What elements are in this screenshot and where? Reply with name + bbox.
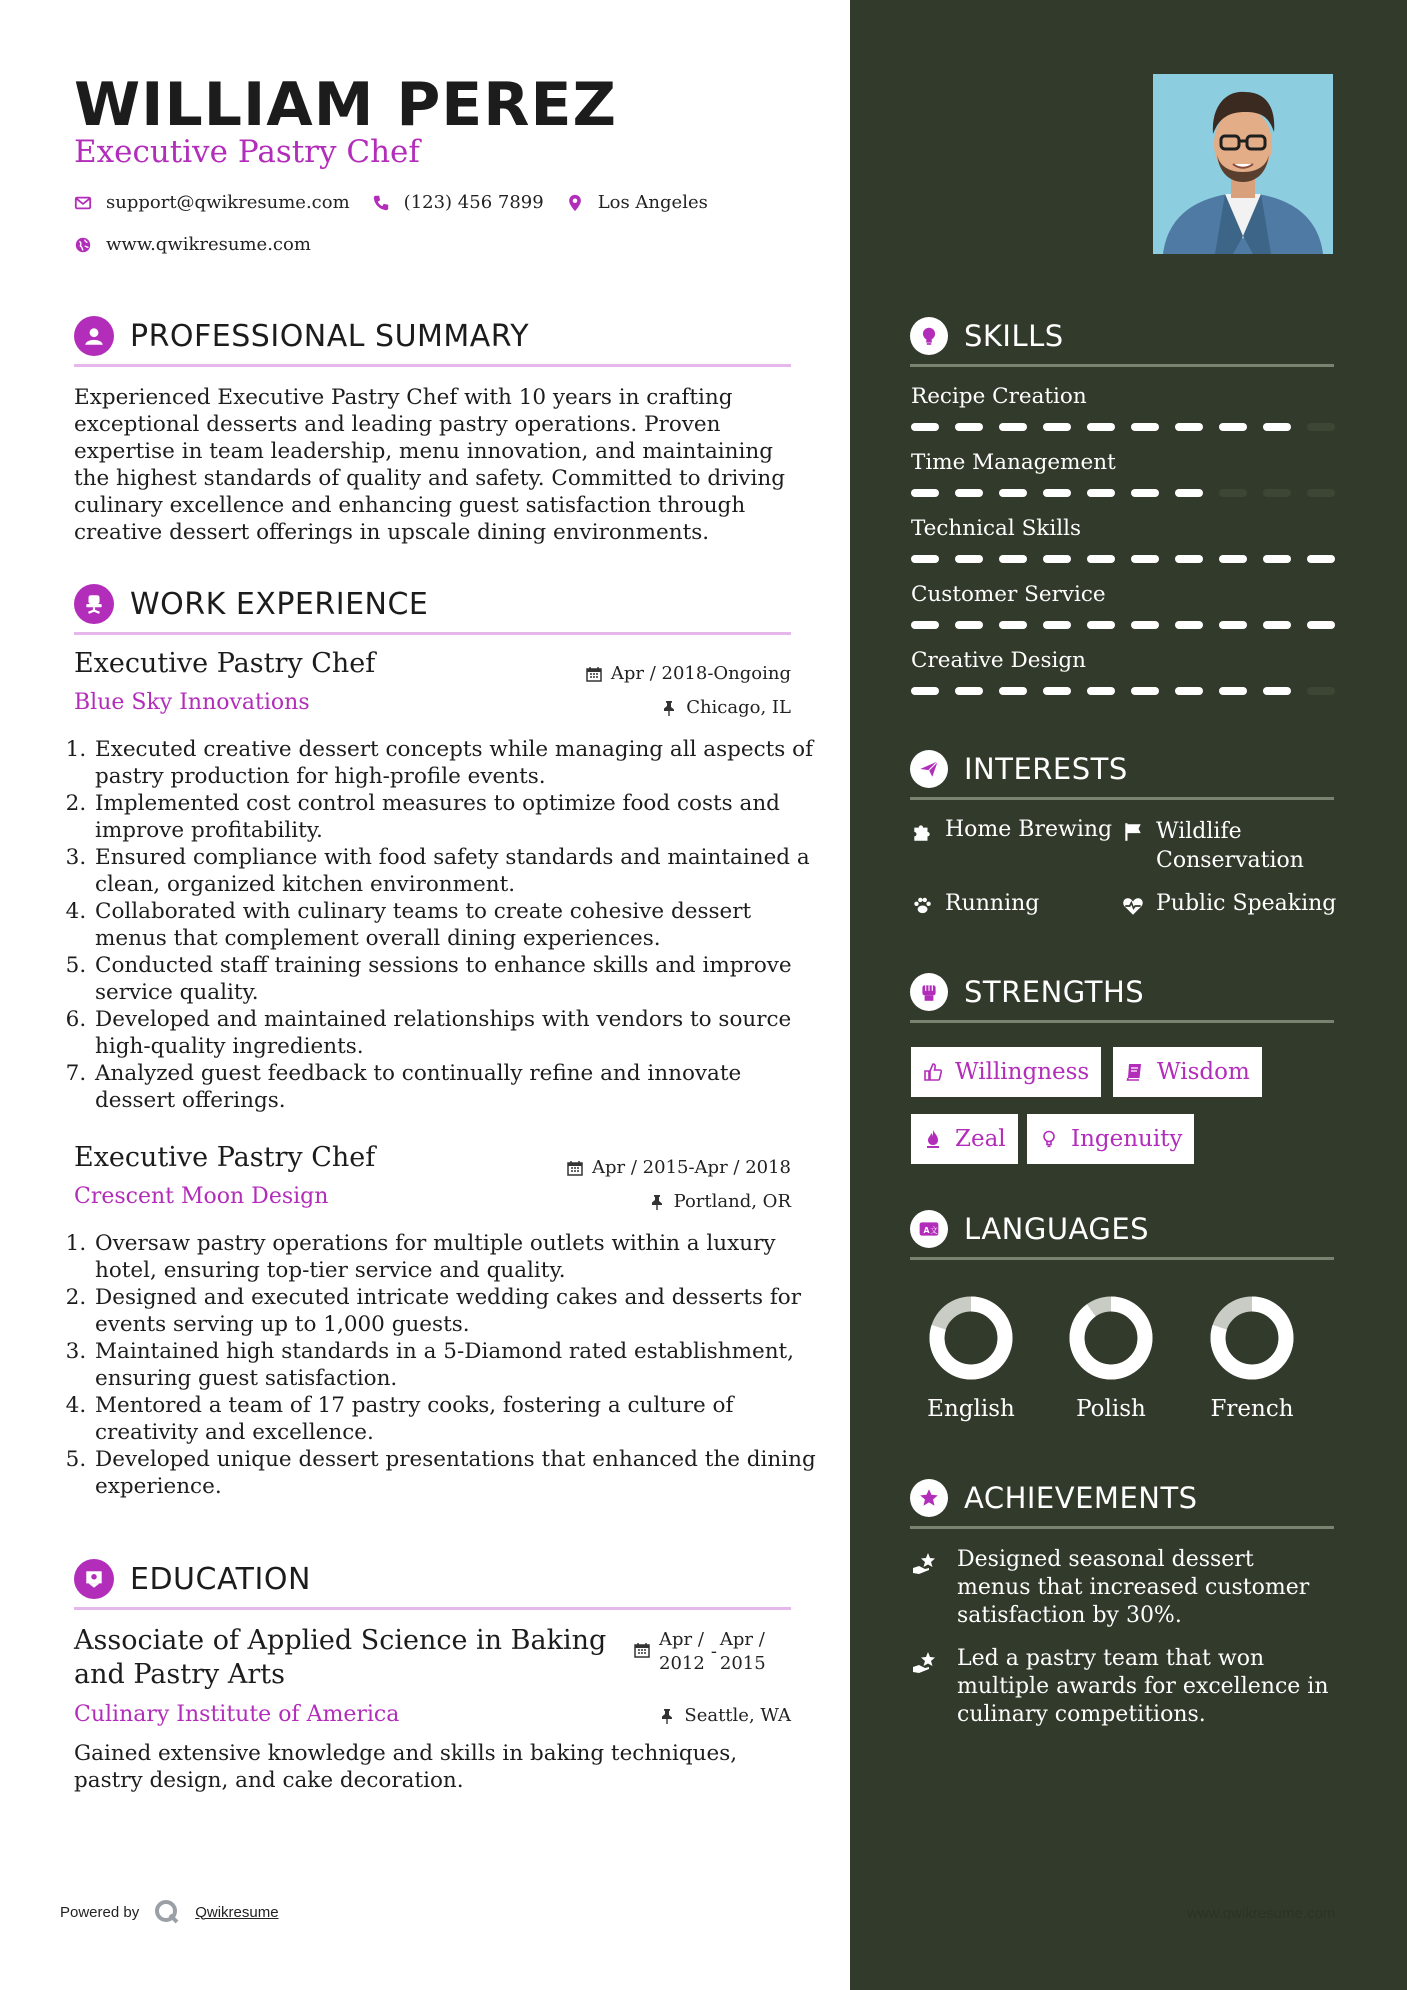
- degree-line-1: Associate of Applied Science in Baking: [74, 1625, 607, 1656]
- skill-level-segment: [999, 555, 1027, 563]
- strength-label: Wisdom: [1157, 1059, 1250, 1085]
- skill-level-segment: [955, 687, 983, 695]
- skill-level-segment: [1263, 555, 1291, 563]
- skill-level-segment: [1087, 621, 1115, 629]
- strengths-section-header: [910, 964, 1334, 1023]
- job-1-company: Blue Sky Innovations: [74, 690, 310, 715]
- skill-level-segment: [1307, 489, 1335, 497]
- list-item: 3. Maintained high standards in a 5-Diamond rated establishment, ensuring guest satisfaction.: [93, 1338, 823, 1392]
- list-item: 5. Developed unique dessert presentations that enhanced the dining experience.: [93, 1446, 823, 1500]
- contact-location: [566, 192, 708, 213]
- strength-ingenuity: [1027, 1114, 1194, 1164]
- skills-heading: SKILLS: [964, 319, 1064, 353]
- edu-start-line-1: Apr /: [659, 1629, 704, 1650]
- job-1-dates: [586, 663, 791, 684]
- skill-level-segment: [1043, 555, 1071, 563]
- languages-heading: LANGUAGES: [964, 1212, 1150, 1246]
- website-text: www.qwikresume.com: [106, 234, 311, 255]
- phone-icon: [372, 194, 390, 212]
- education-location: [659, 1705, 791, 1726]
- contact-email[interactable]: [74, 192, 350, 213]
- lightbulb-icon: [910, 317, 948, 355]
- interests-section-header: [910, 741, 1334, 800]
- powered-by-text: Powered by: [60, 1903, 140, 1921]
- job-1-location: [661, 697, 791, 718]
- skill-level-segment: [1087, 555, 1115, 563]
- job-1-title: Executive Pastry Chef: [74, 648, 376, 679]
- star-hand-icon: [911, 1649, 941, 1679]
- achievement-item: [911, 1546, 1331, 1630]
- skill-level-segment: [955, 489, 983, 497]
- language-french: French: [1210, 1396, 1294, 1422]
- skill-level-segment: [955, 621, 983, 629]
- watermark: www.qwikresume.com: [1187, 1905, 1336, 1922]
- skill-level-bar: [911, 687, 1335, 695]
- skill-level-segment: [1043, 687, 1071, 695]
- skill-level-segment: [955, 423, 983, 431]
- thumbs-up-icon: [923, 1062, 943, 1082]
- job-2-company: Crescent Moon Design: [74, 1184, 329, 1209]
- skill-level-segment: [1219, 687, 1247, 695]
- job-2-dates-text: Apr / 2015-Apr / 2018: [592, 1157, 791, 1178]
- skill-level-segment: [911, 555, 939, 563]
- skill-level-segment: [911, 489, 939, 497]
- skill-level-segment: [1263, 489, 1291, 497]
- skill-level-segment: [1175, 687, 1203, 695]
- skill-level-segment: [911, 621, 939, 629]
- skill-level-segment: [1175, 423, 1203, 431]
- summary-section-header: [74, 308, 791, 367]
- email-text: support@qwikresume.com: [106, 192, 350, 213]
- skill-level-segment: [911, 423, 939, 431]
- skill-level-segment: [1131, 621, 1159, 629]
- education-dates: [634, 1628, 766, 1676]
- envelope-icon: [74, 194, 92, 212]
- map-marker-icon: [566, 194, 584, 212]
- strength-label: Willingness: [955, 1059, 1090, 1085]
- skill-level-segment: [1043, 423, 1071, 431]
- flag-icon: [1122, 821, 1144, 843]
- skill-level-segment: [955, 555, 983, 563]
- skill-level-segment: [1307, 555, 1335, 563]
- skill-name: Technical Skills: [911, 516, 1081, 541]
- edu-start-line-2: 2012: [659, 1653, 705, 1674]
- skill-level-segment: [1087, 489, 1115, 497]
- skill-level-segment: [1043, 489, 1071, 497]
- pushpin-icon: [661, 700, 677, 716]
- interest-item-wildlife: [1122, 817, 1332, 875]
- globe-icon: [74, 236, 92, 254]
- job-2-location-text: Portland, OR: [673, 1191, 791, 1212]
- user-icon: [74, 316, 114, 356]
- skill-level-segment: [1219, 489, 1247, 497]
- phone-text: (123) 456 7899: [403, 192, 544, 213]
- skill-level-segment: [1087, 687, 1115, 695]
- job-1-dates-text: Apr / 2018-Ongoing: [610, 663, 791, 684]
- strength-willingness: [911, 1047, 1101, 1097]
- skill-level-segment: [1263, 423, 1291, 431]
- skill-level-segment: [1219, 621, 1247, 629]
- job-1-location-text: Chicago, IL: [686, 697, 791, 718]
- skill-level-segment: [1263, 687, 1291, 695]
- skills-section-header: [910, 308, 1334, 367]
- svg-text:A: A: [923, 1225, 930, 1235]
- education-text: Gained extensive knowledge and skills in baking techniques, pastry design, and cake decoration.: [74, 1741, 738, 1793]
- profile-photo: [1153, 74, 1333, 254]
- skill-level-segment: [911, 687, 939, 695]
- skill-level-segment: [1219, 555, 1247, 563]
- list-item: 6. Developed and maintained relationships with vendors to source high-quality ingredients.: [93, 1006, 823, 1060]
- skill-level-segment: [1307, 423, 1335, 431]
- paw-icon: [911, 895, 933, 917]
- strength-wisdom: [1113, 1047, 1262, 1097]
- achievements-section-header: [910, 1470, 1334, 1529]
- skill-level-segment: [999, 687, 1027, 695]
- skill-level-segment: [1175, 621, 1203, 629]
- skill-level-segment: [1043, 621, 1071, 629]
- list-item: 1. Executed creative dessert concepts while managing all aspects of pastry production for high-profile events.: [93, 736, 823, 790]
- interests-heading: INTERESTS: [964, 752, 1128, 786]
- interest-label: Home Brewing: [945, 817, 1113, 842]
- skill-name: Time Management: [911, 450, 1116, 475]
- location-text: Los Angeles: [597, 192, 708, 213]
- profile-portrait: [1153, 74, 1333, 254]
- summary-heading: PROFESSIONAL SUMMARY: [130, 318, 530, 354]
- calendar-icon: [634, 1642, 650, 1658]
- paper-plane-icon: [910, 750, 948, 788]
- school-name: Culinary Institute of America: [74, 1702, 400, 1727]
- interest-item-home-brewing: [911, 817, 1112, 843]
- book-icon: [1125, 1062, 1145, 1082]
- footer: [60, 1898, 279, 1926]
- list-item: 5. Conducted staff training sessions to enhance skills and improve service quality.: [93, 952, 823, 1006]
- language-rings: [850, 1280, 1407, 1410]
- office-chair-icon: [74, 584, 114, 624]
- strengths-heading: STRENGTHS: [964, 975, 1145, 1009]
- skill-level-segment: [1263, 621, 1291, 629]
- interest-label: Wildlife Conservation: [1156, 819, 1304, 873]
- contact-website[interactable]: [74, 234, 333, 255]
- fire-icon: [923, 1129, 943, 1149]
- svg-text:文: 文: [930, 1225, 938, 1235]
- star-badge-icon: [910, 1479, 948, 1517]
- lightbulb-outline-icon: [1039, 1129, 1059, 1149]
- education-section-header: [74, 1551, 791, 1610]
- heartbeat-icon: [1122, 895, 1144, 917]
- skill-level-segment: [1307, 621, 1335, 629]
- skill-level-bar: [911, 423, 1335, 431]
- job-2-duties: [66, 1230, 823, 1500]
- qwikresume-logo-icon: [153, 1898, 181, 1926]
- experience-section-header: [74, 576, 791, 635]
- list-item: 2. Designed and executed intricate wedding cakes and desserts for events serving up to 1,000 guests.: [93, 1284, 823, 1338]
- skill-level-segment: [999, 621, 1027, 629]
- strength-zeal: [911, 1114, 1018, 1164]
- list-item: 4. Collaborated with culinary teams to create cohesive dessert menus that complement overall dining experiences.: [93, 898, 823, 952]
- skill-name: Recipe Creation: [911, 384, 1087, 409]
- language-polish: Polish: [1076, 1396, 1146, 1422]
- brand-link[interactable]: Qwikresume: [195, 1903, 279, 1921]
- interest-item-running: [911, 891, 1039, 917]
- edu-end-line-1: Apr /: [719, 1629, 765, 1650]
- skill-level-bar: [911, 555, 1335, 563]
- pushpin-icon: [649, 1194, 665, 1210]
- puzzle-icon: [911, 821, 933, 843]
- graduate-icon: [74, 1559, 114, 1599]
- candidate-name: WILLIAM PEREZ: [74, 70, 617, 140]
- achievement-item: [911, 1645, 1331, 1729]
- skill-level-segment: [1307, 687, 1335, 695]
- skill-level-segment: [1175, 555, 1203, 563]
- achievement-text: Led a pastry team that won multiple awards for excellence in culinary competitions.: [957, 1646, 1329, 1727]
- job-1-duties: [66, 736, 823, 1114]
- list-item: 3. Ensured compliance with food safety standards and maintained a clean, organized kitchen environment.: [93, 844, 823, 898]
- contact-row: [74, 192, 730, 213]
- skill-level-segment: [1131, 687, 1159, 695]
- skill-level-segment: [1219, 423, 1247, 431]
- interest-label: Running: [945, 891, 1040, 916]
- list-item: 4. Mentored a team of 17 pastry cooks, fostering a culture of creativity and excellence.: [93, 1392, 823, 1446]
- fist-icon: [910, 973, 948, 1011]
- list-item: 2. Implemented cost control measures to optimize food costs and improve profitability.: [93, 790, 823, 844]
- list-item: 7. Analyzed guest feedback to continually refine and innovate dessert offerings.: [93, 1060, 823, 1114]
- achievements-heading: ACHIEVEMENTS: [964, 1481, 1198, 1515]
- candidate-title: Executive Pastry Chef: [74, 134, 420, 170]
- skill-level-segment: [1131, 423, 1159, 431]
- skill-level-segment: [999, 423, 1027, 431]
- education-location-text: Seattle, WA: [684, 1705, 791, 1726]
- job-2-title: Executive Pastry Chef: [74, 1142, 376, 1173]
- skill-level-segment: [1087, 423, 1115, 431]
- job-2-location: [649, 1191, 791, 1212]
- interest-label: Public Speaking: [1156, 891, 1337, 916]
- skill-level-segment: [1175, 489, 1203, 497]
- achievement-text: Designed seasonal dessert menus that increased customer satisfaction by 30%.: [957, 1547, 1310, 1628]
- edu-date-separator: -: [710, 1641, 717, 1662]
- language-ring-level: [1077, 1304, 1145, 1372]
- job-2-dates: [567, 1157, 791, 1178]
- list-item: 1. Oversaw pastry operations for multiple outlets within a luxury hotel, ensuring top-tier service and quality.: [93, 1230, 823, 1284]
- pushpin-icon: [659, 1708, 675, 1724]
- calendar-icon: [567, 1160, 583, 1176]
- skill-name: Customer Service: [911, 582, 1106, 607]
- translate-icon: [910, 1210, 948, 1248]
- skill-name: Creative Design: [911, 648, 1086, 673]
- calendar-icon: [586, 666, 602, 682]
- language-english: English: [927, 1396, 1015, 1422]
- skill-level-bar: [911, 621, 1335, 629]
- education-heading: EDUCATION: [130, 1561, 311, 1597]
- summary-text: Experienced Executive Pastry Chef with 10 years in crafting exceptional desserts and leading pastry operations. Proven expertise in team leadership, menu innovation, and maintaining the highest standards of quality and safety. Committed to driving culinary excellence and enhancing guest satisfaction through creative dessert offerings in upscale dining environments.: [74, 385, 785, 545]
- experience-heading: WORK EXPERIENCE: [130, 586, 429, 622]
- strength-label: Ingenuity: [1071, 1126, 1183, 1152]
- languages-section-header: [910, 1201, 1334, 1260]
- skill-level-bar: [911, 489, 1335, 497]
- skill-level-segment: [999, 489, 1027, 497]
- skill-level-segment: [1131, 489, 1159, 497]
- skill-level-segment: [1131, 555, 1159, 563]
- interest-item-public-speaking: [1122, 891, 1336, 917]
- contact-phone[interactable]: [372, 192, 544, 213]
- degree-title: [74, 1624, 614, 1692]
- strength-label: Zeal: [955, 1126, 1006, 1152]
- edu-end-line-2: 2015: [719, 1653, 766, 1674]
- star-hand-icon: [911, 1550, 941, 1580]
- degree-line-2: and Pastry Arts: [74, 1659, 285, 1690]
